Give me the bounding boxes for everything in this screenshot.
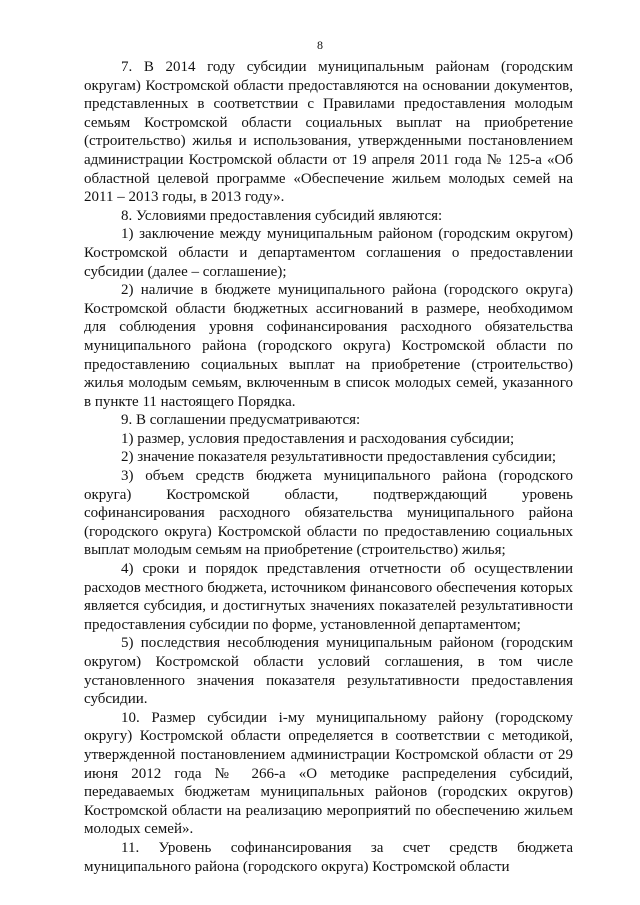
paragraph-9-item-3: 3) объем средств бюджета муниципального района (городского округа) Костромской области, подтверждающий уровень софинансирования расходного обязательства муниципального района (городского округа) Костромской области по предоставлению социальных выплат молодым семьям на приобретение (строительство) жилья; xyxy=(84,468,573,559)
paragraph-9-item-1: 1) размер, условия предоставления и расходования субсидии; xyxy=(121,430,515,447)
paragraph-8-item-2: 2) наличие в бюджете муниципального района (городского округа) Костромской области бюджетных ассигнований в размере, необходимом для соблюдения уровня софинансирования расходного обязательства муниципального района (городского округа) Костромской области по предоставлению социальных выплат на приобретение (строительство) жилья молодым семьям, включенным в список молодых семей, указанного в пункте 11 настоящего Порядка. xyxy=(84,282,573,410)
paragraph-10: 10. Размер субсидии i-му муниципальному району (городскому округу) Костромской области определяется в соответствии с методикой, утвержденной постановлением администрации Костромской области от 29 июня 2012 года № 266-а «О методике распределения субсидий, передаваемых бюджетам муниципальных районов (городских округов) Костромской области на реализацию мероприятий по обеспечению жильем молодых семей». xyxy=(84,709,573,838)
paragraph-11: 11. Уровень софинансирования за счет средств бюджета муниципального района (городского округа) Костромской области xyxy=(84,839,573,875)
paragraph-9-heading: 9. В соглашении предусматриваются: xyxy=(121,412,361,429)
paragraph-9-item-4: 4) сроки и порядок представления отчетности об осуществлении расходов местного бюджета, источником финансового обеспечения которых является субсидия, и достигнутых значениях показателей результативности предоставления субсидии по форме, установленной департаментом; xyxy=(84,561,573,633)
paragraph-9-item-5: 5) последствия несоблюдения муниципальным районом (городским округом) Костромской области условий соглашения, в том числе установленного значения показателя результативности предоставления субсидии. xyxy=(84,635,573,708)
paragraph-9-item-2: 2) значение показателя результативности предоставления субсидии; xyxy=(121,449,557,466)
paragraph-8-heading: 8. Условиями предоставления субсидий являются: xyxy=(121,207,443,224)
document-body xyxy=(84,58,573,876)
paragraph-8-item-1: 1) заключение между муниципальным районом (городским округом) Костромской области и департаментом соглашения о предоставлении субсидии (далее – соглашение); xyxy=(84,226,573,280)
paragraph-7: 7. В 2014 году субсидии муниципальным районам (городским округам) Костромской области предоставляются на основании документов, представленных в соответствии с Правилами предоставления молодым семьям Костромской области социальных выплат на приобретение (строительство) жилья и использования, утвержденными постановлением администрации Костромской области от 19 апреля 2011 года № 125-а «Об областной целевой программе «Обеспечение жильем молодых семей на 2011 – 2013 годы, в 2013 году». xyxy=(84,59,573,206)
page-number: 8 xyxy=(317,38,323,52)
